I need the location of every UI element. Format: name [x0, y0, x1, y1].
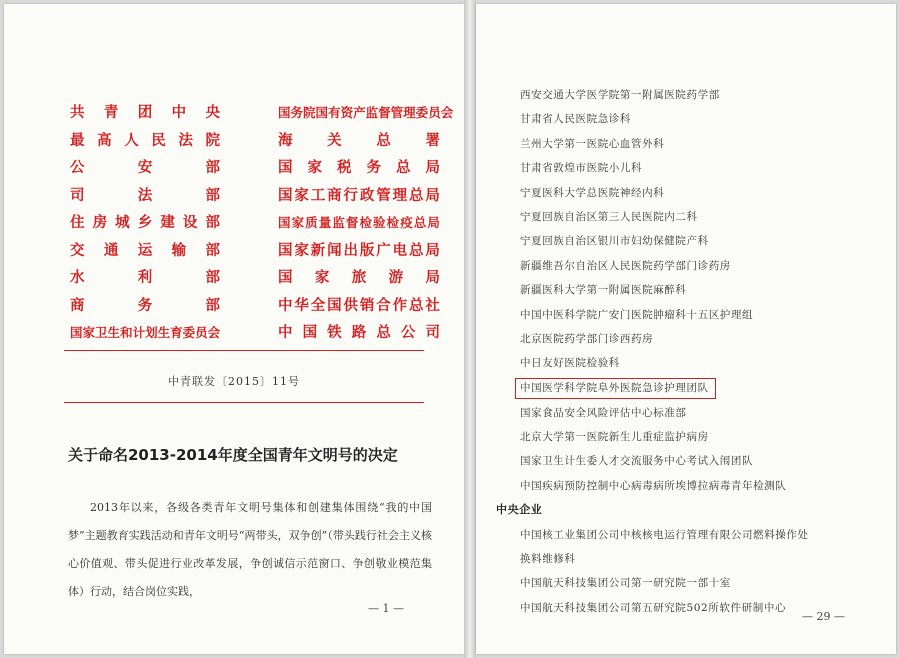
organization-row — [70, 263, 440, 291]
list-row — [520, 229, 880, 253]
list-row — [520, 351, 880, 375]
section-heading: 中央企业 — [496, 503, 543, 517]
document-body — [68, 494, 432, 606]
document-number: 中青联发〔2015〕11号 — [168, 375, 300, 388]
list-item: 西安交通大学医学院第一附属医院药学部 — [520, 89, 720, 101]
list-row — [520, 327, 880, 351]
list-row — [520, 205, 880, 229]
organization-name-right: 国 家 旅 游 局 — [278, 270, 440, 287]
list-item: 中国疾病预防控制中心病毒病所埃博拉病毒青年检测队 — [520, 479, 787, 492]
list-row — [520, 278, 880, 302]
organization-name-right: 海 关 总 署 — [278, 132, 440, 149]
list-row — [520, 83, 880, 107]
organization-row — [70, 153, 440, 181]
list-item: 新疆维吾尔自治区人民医院药学部门诊药房 — [520, 259, 731, 272]
honoree-list — [496, 83, 880, 620]
document-title: 关于命名2013-2014年度全国青年文明号的决定 — [68, 446, 398, 464]
list-row — [520, 156, 880, 180]
organization-name-left: 国 家 卫 生 和 计 划 生 育 委 员 会 — [70, 324, 221, 340]
organization-name-left: 水 利 部 — [70, 270, 220, 287]
organization-row — [70, 208, 440, 236]
organization-row — [70, 181, 440, 209]
list-row — [496, 498, 880, 522]
issuing-organizations — [70, 98, 454, 346]
list-item: 甘肃省敦煌市医院小儿科 — [520, 162, 643, 175]
organization-name-right: 国 家 工 商 行 政 管 理 总 局 — [278, 187, 440, 204]
list-row — [520, 107, 880, 131]
list-row — [520, 425, 880, 449]
list-row — [520, 474, 880, 498]
organization-name-left: 最 高 人 民 法 院 — [70, 132, 220, 149]
list-row — [520, 401, 880, 425]
organization-name-right: 国 家 税 务 总 局 — [278, 160, 440, 177]
red-divider-bottom — [64, 402, 424, 403]
list-row — [520, 449, 880, 473]
list-row — [520, 303, 880, 327]
organization-name-left: 交 通 运 输 部 — [70, 242, 220, 259]
list-item: 宁夏医科大学总医院神经内科 — [520, 186, 665, 199]
right-page — [476, 4, 896, 654]
list-row — [520, 523, 880, 547]
organization-row — [70, 98, 454, 126]
organization-name-right: 中 国 铁 路 总 公 司 — [278, 325, 440, 342]
list-item: 新疆医科大学第一附属医院麻醉科 — [520, 284, 687, 297]
highlighted-list-item: 中国医学科学院阜外医院急诊护理团队 — [516, 379, 715, 398]
list-item: 北京大学第一医院新生儿重症监护病房 — [520, 431, 709, 444]
organization-name-right: 国 务 院 国 有 资 产 监 督 管 理 委 员 会 — [278, 104, 454, 120]
body-paragraph: 2013年以来，各级各类青年文明号集体和创建集体围绕“我的中国梦”主题教育实践活动和青年文明号“两带头，双争创”（带头践行社会主义核心价值观、带头促进行业改革发展，争创诚信示范窗口、争创敬业模范集体）行动，结合岗位实践， — [68, 501, 432, 598]
list-row — [520, 547, 880, 571]
organization-row — [70, 318, 440, 346]
list-item: 兰州大学第一医院心血管外科 — [520, 137, 665, 150]
organization-name-right: 国 家 新 闻 出 版 广 电 总 局 — [278, 242, 440, 259]
left-page — [4, 4, 464, 654]
list-item: 中国核工业集团公司中核核电运行管理有限公司燃料操作处 — [520, 528, 809, 541]
page-number-left: — 1 — — [368, 602, 404, 615]
list-row — [520, 376, 880, 401]
list-row — [520, 132, 880, 156]
list-row — [520, 571, 880, 595]
organization-name-left: 共 青 团 中 央 — [70, 105, 220, 122]
list-item: 中日友好医院检验科 — [520, 357, 620, 370]
organization-name-left: 住 房 城 乡 建 设 部 — [70, 215, 220, 232]
list-item: 换料维修科 — [520, 553, 576, 566]
list-row — [520, 181, 880, 205]
book-fold — [464, 0, 476, 658]
organization-name-left: 商 务 部 — [70, 297, 220, 314]
list-item: 中国中医科学院广安门医院肿瘤科十五区护理组 — [520, 308, 754, 321]
organization-row — [70, 236, 440, 264]
organization-row — [70, 126, 440, 154]
list-item: 中国航天科技集团公司第五研究院502所软件研制中心 — [520, 601, 787, 614]
list-item: 甘肃省人民医院急诊科 — [520, 113, 631, 126]
list-item: 宁夏回族自治区第三人民医院内二科 — [520, 210, 698, 223]
organization-row — [70, 291, 440, 319]
list-item: 中国航天科技集团公司第一研究院一部十室 — [520, 577, 731, 590]
list-item: 国家食品安全风险评估中心标准部 — [520, 406, 687, 419]
page-number-right: — 29 — — [802, 610, 845, 623]
list-item: 宁夏回族自治区银川市妇幼保健院产科 — [520, 235, 709, 248]
organization-name-right: 国 家 质 量 监 督 检 验 检 疫 总 局 — [278, 214, 440, 230]
organization-name-left: 公 安 部 — [70, 160, 220, 177]
list-item: 北京医院药学部门诊西药房 — [520, 332, 654, 345]
list-row — [520, 254, 880, 278]
organization-name-right: 中 华 全 国 供 销 合 作 总 社 — [278, 297, 440, 314]
list-item: 国家卫生计生委人才交流服务中心考试入闱团队 — [520, 455, 754, 468]
red-divider-top — [64, 350, 424, 351]
organization-name-left: 司 法 部 — [70, 187, 220, 204]
